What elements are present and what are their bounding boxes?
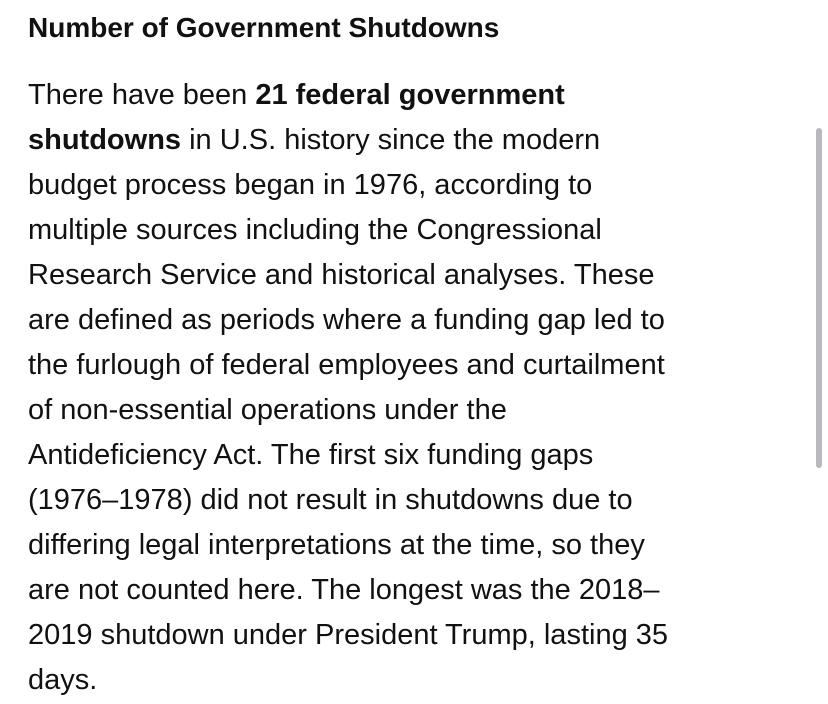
paragraph-line-4: multiple sources including the Congressional	[28, 214, 602, 246]
answer-paragraph	[28, 73, 798, 703]
bold-count-phrase: 21 federal government	[255, 79, 565, 111]
paragraph-line-12: are not counted here. The longest was the 2018–	[28, 574, 660, 606]
section-heading: Number of Government Shutdowns	[28, 12, 500, 43]
paragraph-line-5: Research Service and historical analyses. These	[28, 259, 655, 291]
paragraph-line-14: days.	[28, 664, 98, 696]
bold-shutdowns-word: shutdowns	[28, 124, 182, 156]
paragraph-line-2	[28, 118, 798, 163]
paragraph-line-9: Antideficiency Act. The first six funding gaps	[28, 439, 594, 471]
paragraph-line-6: are defined as periods where a funding gap led to	[28, 304, 665, 336]
vertical-scrollbar[interactable]	[816, 128, 822, 468]
line-2-text: in U.S. history since the modern	[181, 124, 601, 156]
paragraph-line-7: the furlough of federal employees and curtailment	[28, 349, 665, 381]
paragraph-line-10: (1976–1978) did not result in shutdowns due to	[28, 484, 633, 516]
paragraph-line-11: differing legal interpretations at the time, so they	[28, 529, 645, 561]
line-1-text: There have been	[28, 79, 256, 111]
paragraph-line-1	[28, 73, 798, 118]
paragraph-line-8: of non-essential operations under the	[28, 394, 507, 426]
paragraph-line-13: 2019 shutdown under President Trump, lasting 35	[28, 619, 669, 651]
paragraph-line-3: budget process began in 1976, according to	[28, 169, 593, 201]
